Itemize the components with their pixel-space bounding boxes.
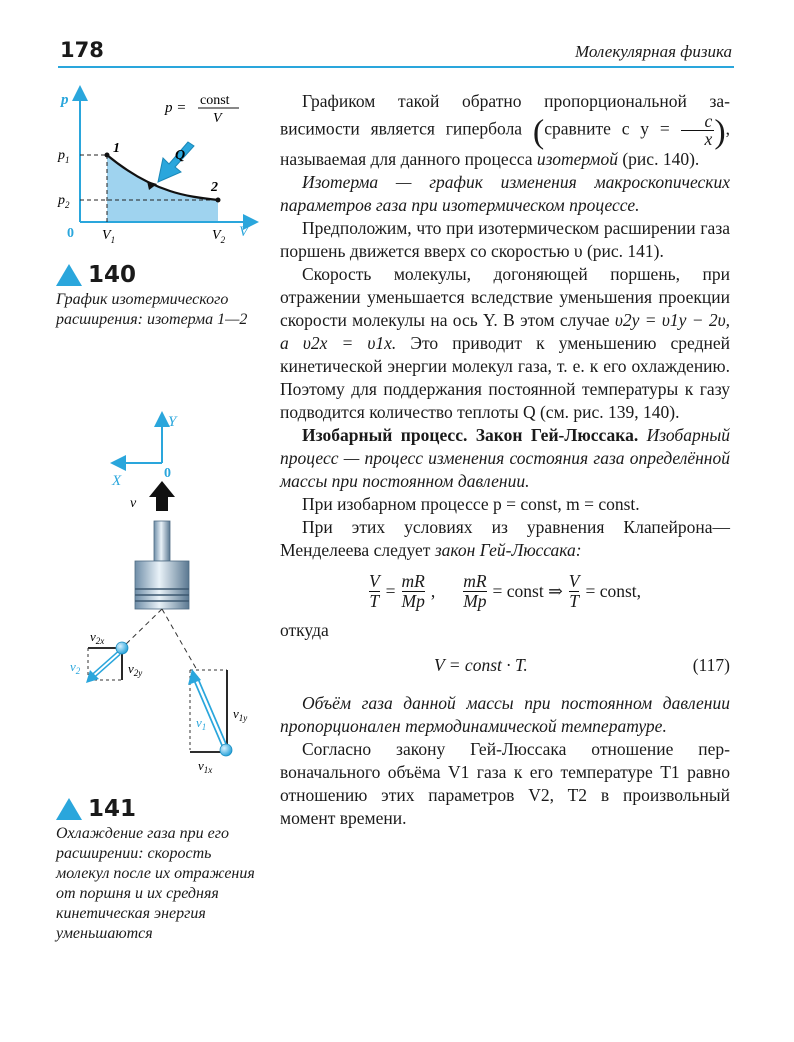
- figure-141-caption: Охлаждение газа при его расширении: скорость молекул после их отражения от поршня и их средняя кинетическая энергия уменьшаются: [56, 825, 255, 942]
- v2y-label: $v_{2y}$: [128, 661, 143, 678]
- v1y-label: $v_{1y}$: [233, 706, 248, 723]
- v1-label: $v_1$: [196, 715, 207, 732]
- axis-x-label: X: [112, 473, 122, 489]
- piston-velocity-arrow: [149, 481, 175, 511]
- molecule-2: [116, 642, 128, 654]
- axis-v-label: V: [239, 224, 249, 240]
- formula-den: V: [213, 111, 222, 126]
- page-number: 178: [60, 38, 104, 62]
- paragraph-clapeyron: При этих условиях из уравнения Клапейрона—Менделеева следует закон Гей-Люссака:: [280, 517, 730, 560]
- paragraph-conditions: При изобарном процессе p = const, m = const.: [302, 494, 640, 514]
- v2-label: $v_2$: [70, 659, 81, 676]
- paragraph-isotherm-definition: Изотерма — график изменения макроскопических параметров газа при изотермическом процессе.: [280, 172, 730, 215]
- point-1-label: 1: [113, 141, 120, 156]
- paragraph-otkuda: откуда: [280, 620, 329, 640]
- formula-num: const: [200, 93, 230, 108]
- figure-141-label: 141: [56, 796, 256, 822]
- equation-117: V = const · T. (117): [434, 655, 730, 675]
- main-text-column: [280, 90, 730, 830]
- piston: [135, 561, 189, 609]
- piston-velocity-label: v: [130, 496, 137, 511]
- paragraph-isobaric: Изобарный процесс. Закон Гей-Люссака. Изобарный процесс — процесс изменения состояния газа определённой массы при постоянном давлении.: [280, 425, 730, 491]
- molecule-1: [220, 744, 232, 756]
- figure-141-piston-diagram: [70, 405, 270, 790]
- p2-label: $p_2$: [58, 193, 70, 210]
- heat-q-label: Q: [175, 148, 186, 163]
- axis-y-label: Y: [168, 414, 177, 430]
- equation-gay-lussac-derivation: $\frac{V}{T}$ = $\frac{mR}{Mp}$ , $\frac{mR}{Mp}$ = const ⇒ $\frac{V}{T}$ = const,: [368, 571, 642, 611]
- p1-label: $p_1$: [58, 148, 70, 165]
- figure-140-label: 140: [56, 262, 256, 288]
- point-2-label: 2: [211, 180, 218, 195]
- v1-label: $V_1$: [102, 228, 116, 245]
- origin-label-141: 0: [164, 466, 171, 481]
- formula-lhs: p =: [165, 100, 187, 116]
- v1x-label: $v_{1x}$: [198, 758, 213, 775]
- v2-label: $V_2$: [212, 228, 226, 245]
- triangle-icon: [56, 264, 82, 286]
- figure-140-caption: График изотермического расширения: изотерма 1—2: [56, 291, 248, 328]
- axis-p-label: p: [61, 92, 69, 108]
- paragraph-hyperbola: Графиком такой обратно пропорциональной зависимости является гипербола (сравните с y = $\frac{c}{x}$ ), называемая для данного процесса изотермой (рис. 140).: [280, 91, 731, 169]
- header-rule: [58, 66, 734, 68]
- origin-label: 0: [67, 226, 74, 241]
- paragraph-gay-lussac-law: Объём газа данной массы при постоянном давлении пропорционален термодинамической температуре.: [280, 693, 730, 736]
- running-head: Молекулярная физика: [574, 42, 732, 61]
- paragraph-volume-ratio: Согласно закону Гей-Люссака отношение первоначального объёма V1 газа к его температуре T1 равно отношению этих параметров V2, T2 в произвольный момент времени.: [280, 739, 730, 828]
- figure-140-isotherm-graph: [55, 84, 265, 249]
- paragraph-piston: Предположим, что при изотермическом расширении газа поршень движется вверх со скоростью υ (рис. 141).: [280, 218, 730, 261]
- triangle-icon: [56, 798, 82, 820]
- paragraph-molecule-speed: Скорость молекулы, догоняющей поршень, при отражении уменьшается вследствие уменьшения проекции скорости молекулы на ось Y. В этом случае υ2y = υ1y − 2υ, а υ2x = υ1x. Это приводит к уменьшению средней кинетической энергии молекул газа, т. е. к его охлаждению. Поэтому для поддержания постоянной температуры к газу подводится количество теплоты Q (см. рис. 139, 140).: [280, 264, 731, 422]
- v2x-label: $v_{2x}$: [90, 629, 105, 646]
